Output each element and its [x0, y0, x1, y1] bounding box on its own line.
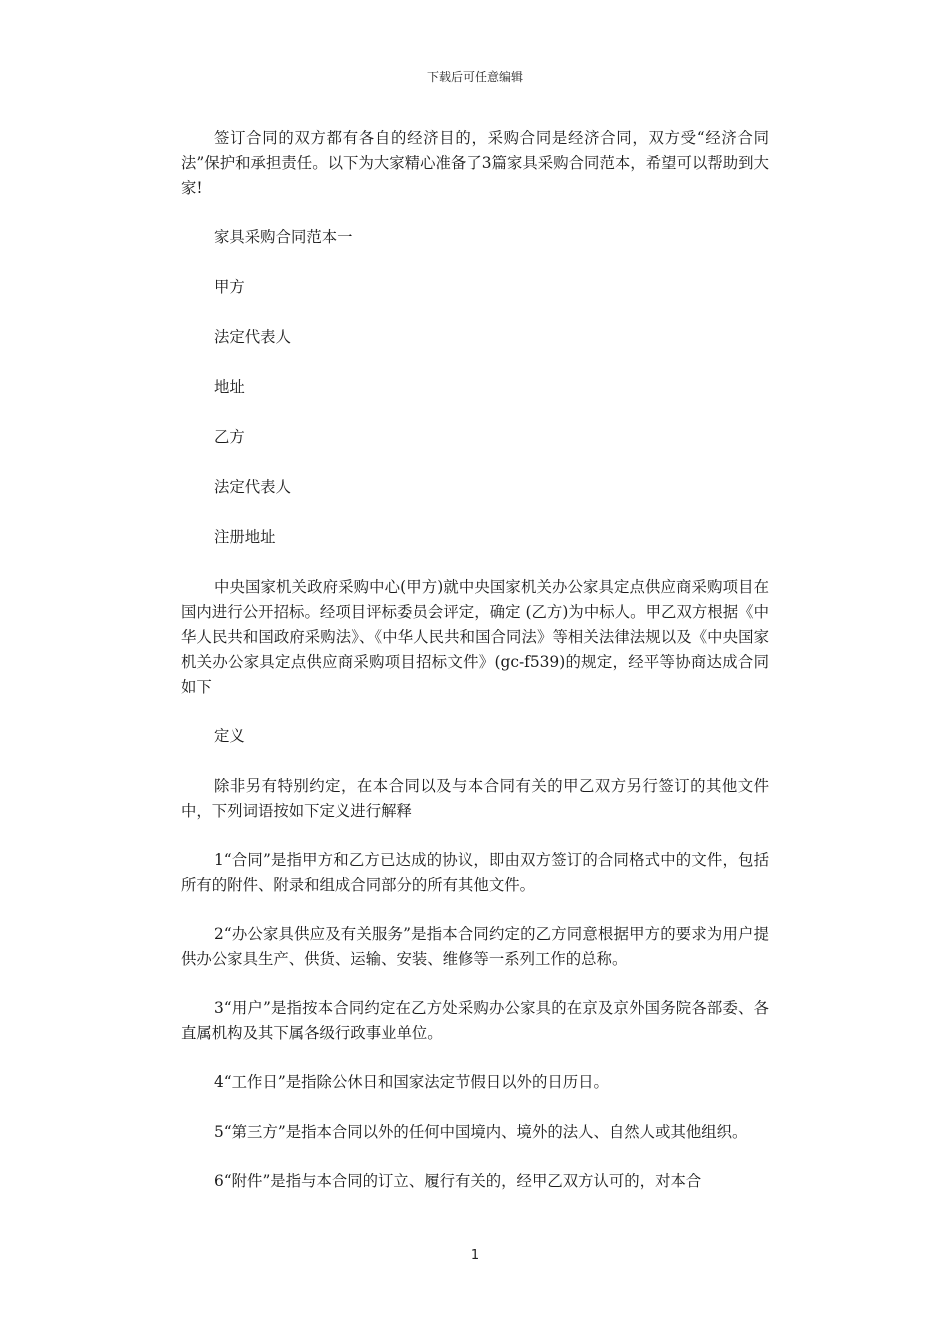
definition-item: 2“办公家具供应及有关服务”是指本合同约定的乙方同意根据甲方的要求为用户提供办公家具生产、供货、运输、安装、维修等一系列工作的总称。 [181, 925, 769, 968]
party-a-address-label: 地址 [214, 378, 245, 396]
definition-item: 3“用户”是指按本合同约定在乙方处采购办公家具的在京及京外国务院各部委、各直属机构及其下属各级行政事业单位。 [181, 999, 769, 1042]
intro-paragraph: 签订合同的双方都有各自的经济目的，采购合同是经济合同，双方受“经济合同法”保护和承担责任。以下为大家精心准备了3篇家具采购合同范本，希望可以帮助到大家! [181, 129, 769, 197]
party-a-representative-label: 法定代表人 [214, 328, 291, 346]
definitions-heading: 定义 [214, 727, 245, 745]
definition-item: 5“第三方”是指本合同以外的任何中国境内、境外的法人、自然人或其他组织。 [214, 1123, 748, 1141]
party-b-representative-label: 法定代表人 [214, 478, 291, 496]
definitions-intro: 除非另有特别约定，在本合同以及与本合同有关的甲乙双方另行签订的其他文件中，下列词语按如下定义进行解释 [181, 777, 769, 820]
party-b-label: 乙方 [214, 428, 245, 446]
party-a-label: 甲方 [214, 278, 245, 296]
party-b-address-label: 注册地址 [214, 528, 276, 546]
definition-item: 1“合同”是指甲方和乙方已达成的协议，即由双方签订的合同格式中的文件，包括所有的附件、附录和组成合同部分的所有其他文件。 [181, 851, 769, 894]
document-body [181, 126, 769, 1218]
page-number: 1 [470, 1248, 480, 1263]
page-header: 下载后可任意编辑 [426, 70, 523, 84]
definition-item: 6“附件”是指与本合同的订立、履行有关的，经甲乙双方认可的，对本合 [214, 1172, 702, 1190]
section-title: 家具采购合同范本一 [214, 228, 353, 246]
definition-item: 4“工作日”是指除公休日和国家法定节假日以外的日历日。 [214, 1073, 609, 1091]
preamble-paragraph: 中央国家机关政府采购中心(甲方)就中央国家机关办公家具定点供应商采购项目在国内进行公开招标。经项目评标委员会评定，确定 (乙方)为中标人。甲乙双方根据《中华人民共和国政府采购法》、《中华人民共和国合同法》等相关法律法规以及《中央国家机关办公家具定点供应商采购项目招标文件》(gc-f539)的规定，经平等协商达成合同如下 [181, 578, 769, 696]
